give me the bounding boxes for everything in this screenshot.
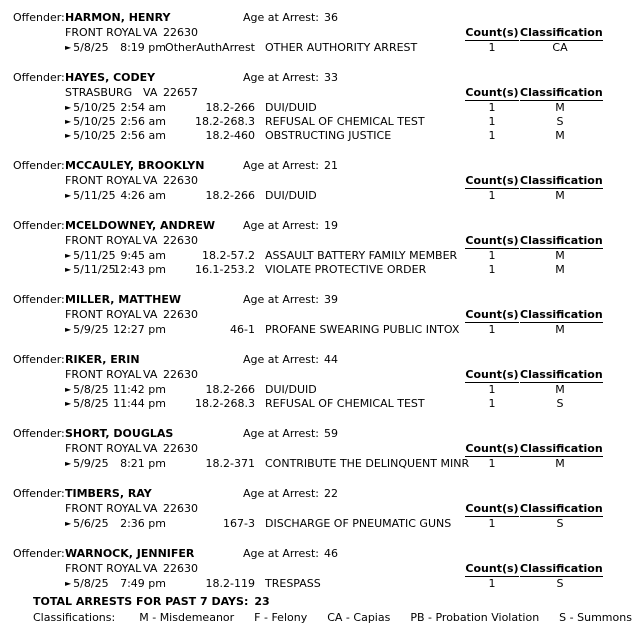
offender-address-line [65,26,603,41]
charge-description: VIOLATE PROTECTIVE ORDER [265,263,427,276]
arrest-time: 8:21 pm [120,457,166,470]
age-at-arrest-value: 44 [323,353,338,366]
legend-item: M - Misdemeanor [139,611,235,624]
charge-code: 46-1 [230,323,255,336]
offender-label: Offender: [13,353,65,366]
offender-address-line [65,86,603,101]
counts-classification-header [464,368,603,383]
offender-city: FRONT ROYAL [65,308,142,321]
counts-classification-header [464,562,603,577]
counts-column-header: Count(s) [465,502,519,515]
arrest-rows [13,577,600,591]
arrow-bullet-icon: ► [65,579,72,588]
charge-description: DUI/DUID [265,383,317,396]
count-value: 1 [488,249,496,262]
arrest-row [65,249,600,263]
classification-column-header: Classification [520,368,603,381]
offender-label: Offender: [13,293,65,306]
arrest-rows [13,101,600,143]
legend-label: Classifications: [33,611,116,624]
offender-name: TIMBERS, RAY [65,487,152,500]
counts-column-header: Count(s) [465,308,519,321]
counts-classification-header [464,308,603,323]
age-at-arrest-label: Age at Arrest: [243,11,319,24]
classification-column-header: Classification [520,442,603,455]
arrest-rows [13,41,600,55]
offender-zip: 22657 [163,86,198,99]
charge-description: CONTRIBUTE THE DELINQUENT MINR [265,457,470,470]
offender-name-line [13,546,600,562]
offender-label: Offender: [13,159,65,172]
classification-value: M [555,457,565,470]
offender-list [13,10,603,591]
offender-name: SHORT, DOUGLAS [65,427,174,440]
age-at-arrest-value: 21 [323,159,338,172]
count-value: 1 [488,101,496,114]
count-value: 1 [488,397,496,410]
offender-state: VA [143,502,158,515]
offender-label: Offender: [13,547,65,560]
count-value: 1 [488,115,496,128]
offender-state: VA [143,442,158,455]
arrest-row [65,101,600,115]
count-value: 1 [488,129,496,142]
offender-record [13,158,603,203]
arrest-row [65,263,600,277]
offender-city: FRONT ROYAL [65,234,142,247]
classification-value: S [556,397,564,410]
offender-state: VA [143,234,158,247]
classification-value: M [555,323,565,336]
age-at-arrest-label: Age at Arrest: [243,353,319,366]
legend-item: F - Felony [254,611,308,624]
age-at-arrest-value: 19 [323,219,338,232]
count-value: 1 [488,457,496,470]
charge-code: 18.2-266 [205,101,255,114]
counts-classification-header [464,26,603,41]
classification-value: S [556,577,564,590]
arrest-date-value: 5/8/25 [73,577,109,590]
offender-zip: 22630 [163,502,198,515]
offender-address-line [65,234,603,249]
charge-description: DUI/DUID [265,189,317,202]
count-value: 1 [488,323,496,336]
arrow-bullet-icon: ► [65,385,72,394]
offender-city: FRONT ROYAL [65,26,142,39]
arrest-time: 12:43 pm [113,263,166,276]
counts-column-header: Count(s) [465,234,519,247]
legend-item: S - Summons [559,611,632,624]
arrest-time: 2:36 pm [120,517,166,530]
arrow-bullet-icon: ► [65,43,72,52]
count-value: 1 [488,263,496,276]
offender-label: Offender: [13,219,65,232]
arrest-row [65,41,600,55]
offender-address-line [65,442,603,457]
arrest-date-value: 5/8/25 [73,41,109,54]
offender-address-line [65,174,603,189]
count-value: 1 [488,41,496,54]
age-at-arrest-value: 33 [323,71,338,84]
arrest-date-value: 5/10/25 [73,101,116,114]
arrow-bullet-icon: ► [65,117,72,126]
offender-name: RIKER, ERIN [65,353,140,366]
offender-state: VA [143,86,158,99]
classification-value: M [555,189,565,202]
arrow-bullet-icon: ► [65,519,72,528]
arrest-time: 12:27 pm [113,323,166,336]
arrest-time: 8:19 pm [120,41,166,54]
arrest-time: 11:44 pm [113,397,166,410]
offender-address-line [65,562,603,577]
charge-code: 18.2-119 [205,577,255,590]
arrest-date-value: 5/10/25 [73,129,116,142]
counts-column-header: Count(s) [465,442,519,455]
arrest-report [13,10,632,626]
charge-code: 18.2-266 [205,383,255,396]
arrest-time: 2:56 am [120,129,166,142]
offender-name-line [13,426,600,442]
offender-city: FRONT ROYAL [65,502,142,515]
offender-state: VA [143,368,158,381]
arrest-row [65,517,600,531]
counts-column-header: Count(s) [465,562,519,575]
arrest-date [65,129,123,143]
counts-classification-header [464,502,603,517]
offender-name-line [13,10,600,26]
charge-code: 167-3 [223,517,255,530]
arrest-date-value: 5/8/25 [73,397,109,410]
arrow-bullet-icon: ► [65,265,72,274]
arrest-row [65,577,600,591]
arrest-row [65,383,600,397]
classification-column-header: Classification [520,502,603,515]
offender-name: WARNOCK, JENNIFER [65,547,195,560]
offender-name-line [13,218,600,234]
arrest-row [65,397,600,411]
counts-classification-header [464,442,603,457]
arrest-date-value: 5/11/25 [73,263,116,276]
arrest-date-value: 5/9/25 [73,457,109,470]
arrest-time: 11:42 pm [113,383,166,396]
arrest-rows [13,517,600,531]
offender-state: VA [143,562,158,575]
arrow-bullet-icon: ► [65,399,72,408]
offender-name: MILLER, MATTHEW [65,293,181,306]
counts-column-header: Count(s) [465,368,519,381]
counts-classification-header [464,174,603,189]
age-at-arrest-label: Age at Arrest: [243,219,319,232]
charge-description: REFUSAL OF CHEMICAL TEST [265,397,425,410]
classification-value: M [555,383,565,396]
offender-record [13,70,603,143]
counts-column-header: Count(s) [465,86,519,99]
arrest-date-value: 5/6/25 [73,517,109,530]
classification-column-header: Classification [520,308,603,321]
age-at-arrest-value: 39 [323,293,338,306]
offender-name-line [13,158,600,174]
arrest-rows [13,249,600,277]
age-at-arrest-value: 22 [323,487,338,500]
total-arrests-line [33,594,600,610]
offender-name: HARMON, HENRY [65,11,171,24]
offender-zip: 22630 [163,562,198,575]
counts-classification-header [464,86,603,101]
offender-state: VA [143,308,158,321]
offender-zip: 22630 [163,174,198,187]
arrow-bullet-icon: ► [65,191,72,200]
arrow-bullet-icon: ► [65,459,72,468]
arrest-date-value: 5/11/25 [73,249,116,262]
offender-address-line [65,368,603,383]
arrest-row [65,129,600,143]
arrest-date-value: 5/8/25 [73,383,109,396]
offender-record [13,426,603,471]
offender-city: FRONT ROYAL [65,562,142,575]
legend-items [139,610,632,626]
offender-name: MCELDOWNEY, ANDREW [65,219,215,232]
arrest-date [65,189,123,203]
offender-state: VA [143,26,158,39]
classification-value: M [555,249,565,262]
charge-code: 18.2-57.2 [202,249,255,262]
offender-name-line [13,352,600,368]
arrest-date-value: 5/10/25 [73,115,116,128]
arrest-date [65,457,123,471]
offender-name-line [13,486,600,502]
classification-column-header: Classification [520,562,603,575]
arrest-row [65,457,600,471]
arrest-row [65,115,600,129]
offender-name-line [13,292,600,308]
arrest-rows [13,189,600,203]
arrest-time: 9:45 am [120,249,166,262]
offender-record [13,10,603,55]
classification-value: S [556,517,564,530]
arrow-bullet-icon: ► [65,103,72,112]
offender-city: FRONT ROYAL [65,442,142,455]
counts-classification-header [464,234,603,249]
arrest-row [65,189,600,203]
offender-label: Offender: [13,11,65,24]
charge-code: 18.2-371 [205,457,255,470]
age-at-arrest-label: Age at Arrest: [243,547,319,560]
charge-description: PROFANE SWEARING PUBLIC INTOX [265,323,460,336]
arrow-bullet-icon: ► [65,131,72,140]
classification-column-header: Classification [520,26,603,39]
charge-code: 18.2-268.3 [195,397,255,410]
offender-label: Offender: [13,71,65,84]
offender-city: FRONT ROYAL [65,174,142,187]
charge-code: OtherAuthArrest [165,41,255,54]
offender-record [13,546,603,591]
classification-value: M [555,129,565,142]
classification-value: CA [552,41,568,54]
arrest-time: 4:26 am [120,189,166,202]
count-value: 1 [488,383,496,396]
classification-value: M [555,101,565,114]
offender-address-line [65,308,603,323]
charge-code: 18.2-266 [205,189,255,202]
charge-description: ASSAULT BATTERY FAMILY MEMBER [265,249,458,262]
arrest-date [65,517,123,531]
arrest-rows [13,457,600,471]
arrest-time: 2:54 am [120,101,166,114]
arrow-bullet-icon: ► [65,325,72,334]
count-value: 1 [488,189,496,202]
total-arrests-value: 23 [254,595,270,608]
classification-value: M [555,263,565,276]
offender-zip: 22630 [163,308,198,321]
offender-label: Offender: [13,487,65,500]
classifications-legend [33,610,632,626]
age-at-arrest-value: 59 [323,427,338,440]
charge-description: OTHER AUTHORITY ARREST [265,41,418,54]
offender-record [13,486,603,531]
charge-code: 18.2-268.3 [195,115,255,128]
count-value: 1 [488,517,496,530]
age-at-arrest-label: Age at Arrest: [243,293,319,306]
arrest-date [65,249,123,263]
offender-zip: 22630 [163,234,198,247]
charge-description: DISCHARGE OF PNEUMATIC GUNS [265,517,452,530]
age-at-arrest-label: Age at Arrest: [243,427,319,440]
age-at-arrest-label: Age at Arrest: [243,71,319,84]
counts-column-header: Count(s) [465,26,519,39]
offender-label: Offender: [13,427,65,440]
arrest-date [65,41,123,55]
offender-zip: 22630 [163,26,198,39]
classification-value: S [556,115,564,128]
arrest-time: 2:56 am [120,115,166,128]
classification-column-header: Classification [520,234,603,247]
legend-item: CA - Capias [327,611,391,624]
offender-name: MCCAULEY, BROOKLYN [65,159,205,172]
charge-description: DUI/DUID [265,101,317,114]
classification-column-header: Classification [520,174,603,187]
arrest-date [65,577,123,591]
offender-record [13,218,603,277]
charge-code: 16.1-253.2 [195,263,255,276]
age-at-arrest-value: 36 [323,11,338,24]
arrest-date-value: 5/9/25 [73,323,109,336]
charge-code: 18.2-460 [205,129,255,142]
charge-description: TRESPASS [265,577,321,590]
offender-name-line [13,70,600,86]
counts-column-header: Count(s) [465,174,519,187]
offender-zip: 22630 [163,442,198,455]
arrest-row [65,323,600,337]
age-at-arrest-label: Age at Arrest: [243,487,319,500]
offender-city: STRASBURG [65,86,133,99]
offender-zip: 22630 [163,368,198,381]
arrest-time: 7:49 pm [120,577,166,590]
classification-column-header: Classification [520,86,603,99]
arrest-rows [13,323,600,337]
offender-name: HAYES, CODEY [65,71,156,84]
count-value: 1 [488,577,496,590]
total-arrests-label: TOTAL ARRESTS FOR PAST 7 DAYS: [33,595,249,608]
age-at-arrest-value: 46 [323,547,338,560]
charge-description: OBSTRUCTING JUSTICE [265,129,392,142]
offender-address-line [65,502,603,517]
arrest-date [65,115,123,129]
charge-description: REFUSAL OF CHEMICAL TEST [265,115,425,128]
offender-record [13,292,603,337]
arrest-date [65,101,123,115]
age-at-arrest-label: Age at Arrest: [243,159,319,172]
offender-record [13,352,603,411]
arrest-rows [13,383,600,411]
legend-item: PB - Probation Violation [410,611,540,624]
arrest-date-value: 5/11/25 [73,189,116,202]
offender-city: FRONT ROYAL [65,368,142,381]
offender-state: VA [143,174,158,187]
arrow-bullet-icon: ► [65,251,72,260]
